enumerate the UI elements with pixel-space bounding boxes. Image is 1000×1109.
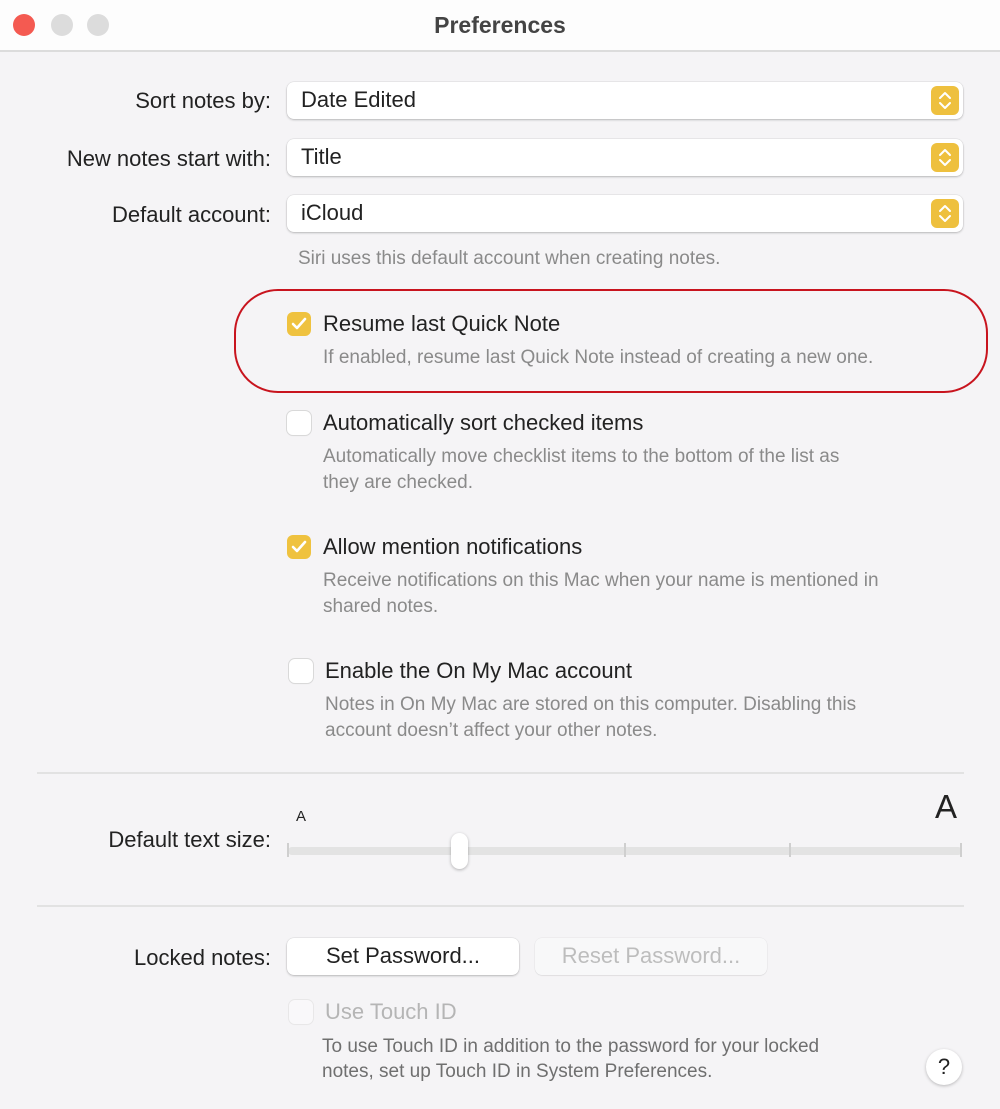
sort-notes-popup[interactable] — [287, 82, 963, 119]
section-divider — [37, 772, 964, 774]
title-bar — [0, 0, 1000, 52]
slider-tick — [960, 843, 962, 857]
small-text-size-glyph: A — [296, 808, 307, 825]
text-size-slider-thumb[interactable] — [451, 833, 468, 869]
text-size-label: Default text size: — [108, 827, 271, 852]
highlight-annotation — [234, 289, 988, 393]
auto-sort-checked-checkbox[interactable] — [287, 411, 311, 435]
auto-sort-description-line-2: they are checked. — [323, 472, 473, 493]
checkmark-icon — [291, 540, 307, 554]
default-account-hint: Siri uses this default account when creating notes. — [298, 248, 721, 269]
on-my-mac-label[interactable]: Enable the On My Mac account — [325, 658, 632, 683]
resume-quick-note-description: If enabled, resume last Quick Note instead of creating a new one. — [323, 347, 874, 368]
touch-id-hint-line-1: To use Touch ID in addition to the password for your locked — [322, 1036, 820, 1057]
slider-tick — [789, 843, 791, 857]
auto-sort-checked-label[interactable]: Automatically sort checked items — [323, 410, 644, 435]
mention-notifications-checkbox[interactable] — [287, 535, 311, 559]
slider-tick — [287, 843, 289, 857]
section-divider — [37, 905, 964, 907]
set-password-button[interactable]: Set Password... — [287, 938, 519, 975]
use-touch-id-label: Use Touch ID — [325, 999, 457, 1024]
sort-notes-label: Sort notes by: — [135, 88, 271, 113]
chevron-up-down-icon — [931, 143, 959, 172]
window-title: Preferences — [434, 12, 566, 38]
default-account-value: iCloud — [301, 200, 364, 225]
new-notes-start-label: New notes start with: — [66, 146, 271, 171]
on-my-mac-description-line-1: Notes in On My Mac are stored on this computer. Disabling this — [325, 694, 857, 715]
on-my-mac-checkbox[interactable] — [289, 659, 313, 683]
help-button[interactable]: ? — [926, 1049, 962, 1085]
mention-description-line-2: shared notes. — [323, 596, 439, 617]
locked-notes-label: Locked notes: — [134, 945, 271, 970]
default-account-label: Default account: — [112, 202, 271, 227]
large-text-size-glyph: A — [935, 788, 958, 825]
slider-tick — [624, 843, 626, 857]
mention-description-line-1: Receive notifications on this Mac when your name is mentioned in — [323, 570, 879, 591]
on-my-mac-description-line-2: account doesn’t affect your other notes. — [325, 720, 658, 741]
chevron-up-down-icon — [931, 86, 959, 115]
mention-notifications-label[interactable]: Allow mention notifications — [323, 534, 583, 559]
default-account-popup[interactable] — [287, 195, 963, 232]
touch-id-hint-line-2: notes, set up Touch ID in System Preferences. — [322, 1061, 713, 1082]
auto-sort-description-line-1: Automatically move checklist items to the bottom of the list as — [323, 446, 840, 467]
checkmark-icon — [291, 317, 307, 331]
sort-notes-value: Date Edited — [301, 87, 416, 112]
use-touch-id-checkbox — [289, 1000, 313, 1024]
reset-password-button: Reset Password... — [535, 938, 767, 975]
resume-quick-note-label[interactable]: Resume last Quick Note — [323, 311, 561, 336]
new-notes-start-popup[interactable] — [287, 139, 963, 176]
resume-quick-note-checkbox[interactable] — [287, 312, 311, 336]
new-notes-start-value: Title — [301, 144, 342, 169]
chevron-up-down-icon — [931, 199, 959, 228]
